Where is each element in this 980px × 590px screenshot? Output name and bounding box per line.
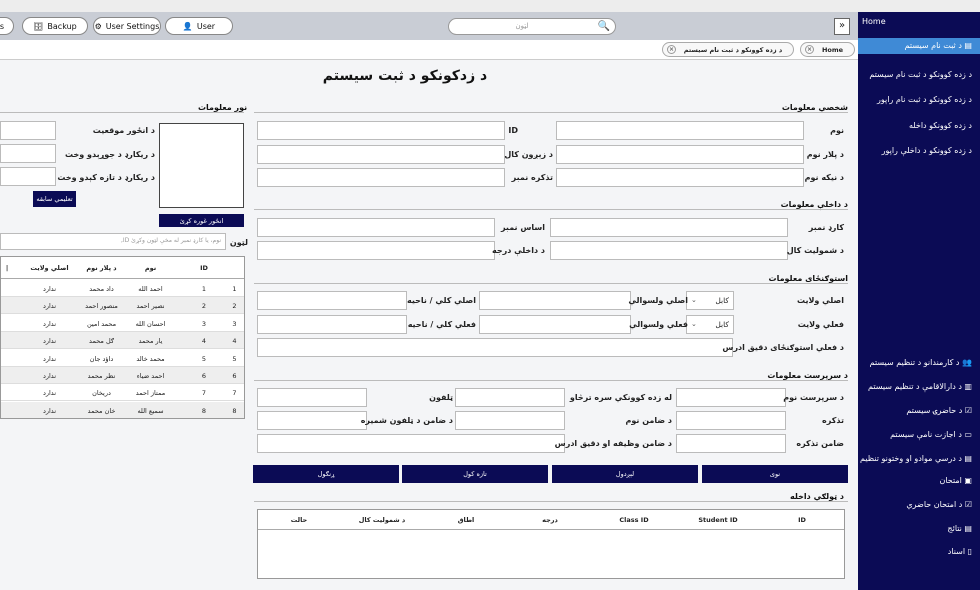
id-label: ID: [508, 126, 518, 135]
sidebar-item-label: د اجازت نامې سیستم: [890, 430, 962, 439]
sidebar-item-label: د کارمندانو د تنظیم سیستم: [869, 358, 960, 367]
grandfather-name-label: د نیکه نوم: [804, 173, 844, 182]
cur-village-input[interactable]: [257, 315, 407, 334]
top-toolbar: [0, 12, 858, 40]
column-header[interactable]: درجه: [542, 516, 558, 524]
column-header[interactable]: Student ID: [698, 516, 738, 524]
phone-input[interactable]: [257, 388, 367, 407]
join-year-label: د شمولیت کال: [786, 246, 844, 255]
table-row[interactable]: [1, 402, 244, 419]
sidebar-item-documents[interactable]: [858, 547, 980, 556]
update-button[interactable]: تازه کول: [402, 465, 548, 483]
sidebar-item-exam-attendance[interactable]: [858, 500, 980, 509]
user-settings-button[interactable]: [93, 17, 161, 35]
birth-year-label: د زېږون کال: [504, 150, 553, 159]
divider: [254, 380, 848, 381]
table-cell: ندارد: [42, 285, 57, 293]
table-cell: 7: [232, 389, 237, 398]
column-header[interactable]: Class ID: [619, 516, 649, 524]
update-time-label: د ریکارډ د تازه کېدو وخت: [57, 173, 155, 182]
database-icon: 🗄: [33, 21, 44, 31]
education-history-button[interactable]: تعلیمي سابقه: [33, 191, 76, 207]
record-time-label: د ریکارډ د جوړېدو وخت: [65, 150, 155, 159]
sidebar-item-student-registration[interactable]: د زده کوونکو د ثبت نام سیستم: [869, 70, 972, 79]
selected-value: کابل: [715, 320, 729, 329]
divider: [254, 112, 848, 113]
table-cell: ممتاز احمد: [135, 389, 166, 398]
orig-village-input[interactable]: [257, 291, 407, 310]
delete-button[interactable]: ړنګول: [253, 465, 399, 483]
table-cell: احمد الله: [138, 285, 163, 293]
name-label: نوم: [830, 126, 844, 135]
sidebar-item-staff[interactable]: [858, 358, 980, 367]
grade-input[interactable]: [257, 241, 495, 260]
page-title: د زدکونکو د ثبت سیستم: [322, 68, 488, 84]
chevron-down-icon: ⌄: [691, 320, 697, 328]
sidebar-item-attendance[interactable]: [858, 406, 980, 415]
table-row[interactable]: [1, 280, 244, 297]
table-cell: 3: [232, 319, 237, 328]
exam-icon: ▣: [961, 476, 972, 485]
main-content: [0, 60, 858, 590]
table-cell: 5: [201, 354, 207, 363]
table-cell: ندارد: [42, 354, 57, 363]
sidebar-item-label: د امتحان حاضري: [906, 500, 963, 509]
residence-info-heading: استوګنځای معلومات: [768, 274, 848, 283]
guardian-info-heading: د سرپرست معلومات: [767, 371, 848, 380]
tazkira-label: تذکره نمبر: [511, 173, 553, 182]
orig-district-label: اصلي ولسوالي: [628, 296, 688, 305]
record-time-input[interactable]: [0, 144, 56, 163]
table-row[interactable]: [1, 350, 244, 367]
results-icon: ▤: [961, 524, 972, 533]
table-cell: 4: [201, 337, 207, 346]
other-info-heading: نور معلومات: [198, 103, 248, 112]
sidebar-home[interactable]: Home: [862, 17, 886, 26]
table-cell: ندارد: [42, 337, 57, 346]
sidebar-item-registration-system[interactable]: [858, 38, 980, 54]
search-input[interactable]: [448, 18, 616, 35]
table-cell: نظر محمد: [87, 372, 116, 380]
sidebar-item-label: د ثبت نام سیستم: [904, 41, 962, 50]
table-cell: 1: [201, 285, 207, 293]
student-search-label: لټون: [229, 238, 248, 247]
user-label: User: [196, 21, 216, 31]
class-admission-heading: د ټولګي داخله: [790, 492, 844, 501]
sidebar-item-permission[interactable]: [858, 430, 980, 439]
guarantor-job-label: د ضامن وظیفه او دقیق ادرس: [554, 439, 672, 448]
document-icon: ▯: [965, 547, 972, 556]
user-settings-label: User Settings: [105, 21, 160, 31]
book-icon: ▤: [961, 454, 972, 463]
user-icon: 👤: [182, 21, 193, 31]
sidebar-item-label: د حاضرۍ سیستم: [906, 406, 963, 415]
table-cell: ندارد: [42, 302, 57, 311]
tab-bar: [0, 40, 858, 60]
table-cell: 4: [232, 337, 237, 346]
students-table[interactable]: [0, 256, 245, 419]
sidebar-item-admission-report[interactable]: د زده کوونکو د داخلې راپور: [881, 146, 972, 155]
column-header[interactable]: حالت: [290, 516, 308, 524]
toolbar-button-label: s: [0, 21, 5, 31]
table-row[interactable]: [1, 367, 244, 384]
guarantor-name-input[interactable]: [455, 411, 565, 430]
toolbar-button-partial[interactable]: [0, 17, 14, 35]
column-header[interactable]: ID: [798, 516, 806, 524]
sidebar-item-admission[interactable]: د زده کوونکو داخله: [908, 121, 972, 130]
column-header[interactable]: اصلي ولایت: [30, 264, 69, 272]
backup-label: Backup: [47, 21, 77, 31]
guarantor-phone-input[interactable]: [257, 411, 367, 430]
table-cell: 6: [201, 372, 207, 380]
tab-registration[interactable]: [662, 42, 794, 57]
user-gear-icon: ⚙: [94, 21, 102, 31]
table-cell: 3: [201, 319, 207, 328]
ticket-icon: ▭: [961, 430, 972, 439]
guarantor-tazkira-input[interactable]: [676, 434, 786, 453]
column-header[interactable]: اطاق: [457, 516, 475, 524]
card-number-label: کارډ نمبر: [808, 223, 844, 232]
table-row[interactable]: [1, 315, 244, 332]
student-search-input[interactable]: نوم، یا کارډ نمبر له مخې لټون وکړئ ID,: [0, 233, 226, 250]
table-row[interactable]: [1, 297, 244, 314]
table-cell: ندارد: [42, 372, 57, 380]
cur-province-select[interactable]: [686, 315, 734, 334]
checklist-icon: ☑: [962, 500, 972, 509]
orig-province-select[interactable]: [686, 291, 734, 310]
table-cell: 8: [201, 406, 207, 415]
join-year-input[interactable]: [550, 241, 788, 260]
sidebar: [858, 12, 980, 590]
orig-province-label: اصلي ولایت: [796, 296, 844, 305]
name-input[interactable]: [556, 121, 804, 140]
id-input[interactable]: [257, 121, 505, 140]
photo-box[interactable]: [159, 123, 244, 208]
guarantor-tazkira-label: ضامن تذکره: [796, 439, 844, 448]
grandfather-name-input[interactable]: [556, 168, 804, 187]
sidebar-item-label: د درسي موادو او وختونو تنظیم: [860, 454, 962, 463]
close-icon[interactable]: ×: [806, 46, 813, 53]
orig-district-input[interactable]: [479, 291, 631, 310]
orig-village-label: اصلي کلي / ناحیه: [406, 296, 476, 305]
father-name-input[interactable]: [556, 145, 804, 164]
table-cell: 6: [232, 372, 237, 380]
address-label: د فعلي استوګنځای دقیق ادرس: [722, 343, 844, 352]
staff-icon: 👥: [959, 358, 972, 367]
table-cell: احسان الله: [135, 319, 166, 328]
table-cell: ګل محمد: [89, 337, 114, 346]
photo-position-label: د انځور موقعیت: [92, 126, 155, 135]
phone-label: ټلفون: [429, 393, 453, 402]
column-header[interactable]: ID: [200, 264, 208, 272]
sidebar-item-label: اسناد: [947, 547, 966, 556]
admission-info-heading: د داخلې معلومات: [780, 200, 848, 209]
column-header[interactable]: نوم: [144, 264, 157, 272]
table-cell: 2: [232, 302, 237, 311]
column-header-partial[interactable]: |: [5, 264, 9, 272]
table-cell: 5: [232, 354, 237, 363]
table-cell: یار محمد: [138, 337, 163, 346]
column-header[interactable]: د شمولیت کال: [358, 516, 406, 524]
tazkira-guardian-input[interactable]: [676, 411, 786, 430]
window-top-strip: [0, 0, 980, 12]
table-cell: منصور احمد: [85, 302, 118, 311]
column-header[interactable]: د پلار نوم: [86, 264, 117, 272]
tab-home[interactable]: [800, 42, 855, 57]
sidebar-item-registration-report[interactable]: د زده کوونکو د ثبت نام راپور: [876, 95, 972, 104]
table-cell: ندارد: [42, 389, 57, 398]
table-cell: 7: [201, 389, 207, 398]
table-row[interactable]: [1, 384, 244, 401]
guardian-name-label: د سرپرست نوم: [783, 393, 844, 402]
base-number-input[interactable]: [257, 218, 495, 237]
table-cell: محمد امین: [86, 319, 117, 328]
table-row[interactable]: [1, 332, 244, 349]
divider: [254, 283, 848, 284]
search-icon[interactable]: 🔍: [597, 21, 610, 32]
sidebar-item-label: د دارالاقامې د تنظیم سیستم: [868, 382, 962, 391]
table-cell: نصیر احمد: [136, 302, 165, 311]
tazkira-guardian-label: تذکره: [822, 416, 844, 425]
table-cell: داؤد جان: [89, 354, 114, 363]
user-button[interactable]: [165, 17, 233, 35]
sidebar-item-label: امتحان: [939, 476, 962, 485]
relation-label: له زده کوونکي سره ترڅاو: [569, 393, 672, 402]
tab-home-label: Home: [821, 45, 844, 54]
update-time-input[interactable]: [0, 167, 56, 186]
base-number-label: اساس نمبر: [500, 223, 545, 232]
new-button[interactable]: نوی: [702, 465, 848, 483]
table-cell: داد محمد: [89, 285, 114, 293]
tab-registration-label: د زده کوونکو د ثبت نام سیستم: [683, 45, 783, 54]
card-number-input[interactable]: [550, 218, 788, 237]
select-image-button[interactable]: انځور غوره کړئ: [159, 214, 244, 227]
father-name-label: د پلار نوم: [806, 150, 844, 159]
table-cell: 8: [232, 406, 237, 415]
table-cell: سمیع الله: [137, 406, 164, 415]
table-cell: احمد ضیاء: [136, 372, 165, 380]
address-input[interactable]: [257, 338, 733, 357]
birth-year-input[interactable]: [257, 145, 505, 164]
chevron-down-icon: ⌄: [691, 296, 697, 304]
table-cell: محمد خالد: [136, 354, 165, 363]
divider: [0, 112, 244, 113]
sidebar-item-dormitory[interactable]: [858, 382, 980, 391]
tazkira-input[interactable]: [257, 168, 505, 187]
grade-label: د داخلې درجه: [492, 246, 545, 255]
guardian-name-input[interactable]: [676, 388, 786, 407]
relation-input[interactable]: [455, 388, 565, 407]
cur-district-input[interactable]: [479, 315, 631, 334]
sidebar-item-results[interactable]: [858, 524, 980, 533]
table-cell: خان محمد: [87, 406, 116, 415]
class-admission-table[interactable]: [257, 509, 845, 579]
attendance-icon: ☑: [962, 406, 972, 415]
collapse-sidebar-button[interactable]: »: [834, 18, 850, 35]
sidebar-item-curriculum[interactable]: [858, 454, 980, 463]
sidebar-item-exam[interactable]: [858, 476, 980, 485]
sidebar-icon: ▤: [961, 41, 972, 50]
cur-province-label: فعلي ولایت: [797, 320, 844, 329]
table-cell: 2: [201, 302, 207, 311]
cur-village-label: فعلي کلي / ناحیه: [407, 320, 476, 329]
photo-position-input[interactable]: [0, 121, 56, 140]
close-icon[interactable]: ×: [668, 46, 675, 53]
backup-button[interactable]: [22, 17, 88, 35]
personal-info-heading: شخصي معلومات: [781, 103, 848, 112]
selected-value: کابل: [715, 296, 729, 305]
table-cell: دریخان: [92, 389, 111, 398]
divider: [254, 209, 848, 210]
table-cell: ندارد: [42, 406, 57, 415]
guarantor-name-label: د ضامن نوم: [625, 416, 672, 425]
cur-district-label: فعلي ولسوالي: [629, 320, 688, 329]
guarantor-job-input[interactable]: [257, 434, 565, 453]
search-placeholder: لټون: [515, 22, 529, 30]
table-cell: 1: [232, 285, 237, 293]
building-icon: ▥: [961, 382, 972, 391]
divider: [254, 501, 848, 502]
table-cell: ندارد: [42, 319, 57, 328]
sidebar-item-label: نتائج: [947, 524, 962, 533]
guarantor-phone-label: د ضامن د ټلفون شمیره: [360, 416, 453, 425]
save-button[interactable]: لېږدول: [552, 465, 698, 483]
